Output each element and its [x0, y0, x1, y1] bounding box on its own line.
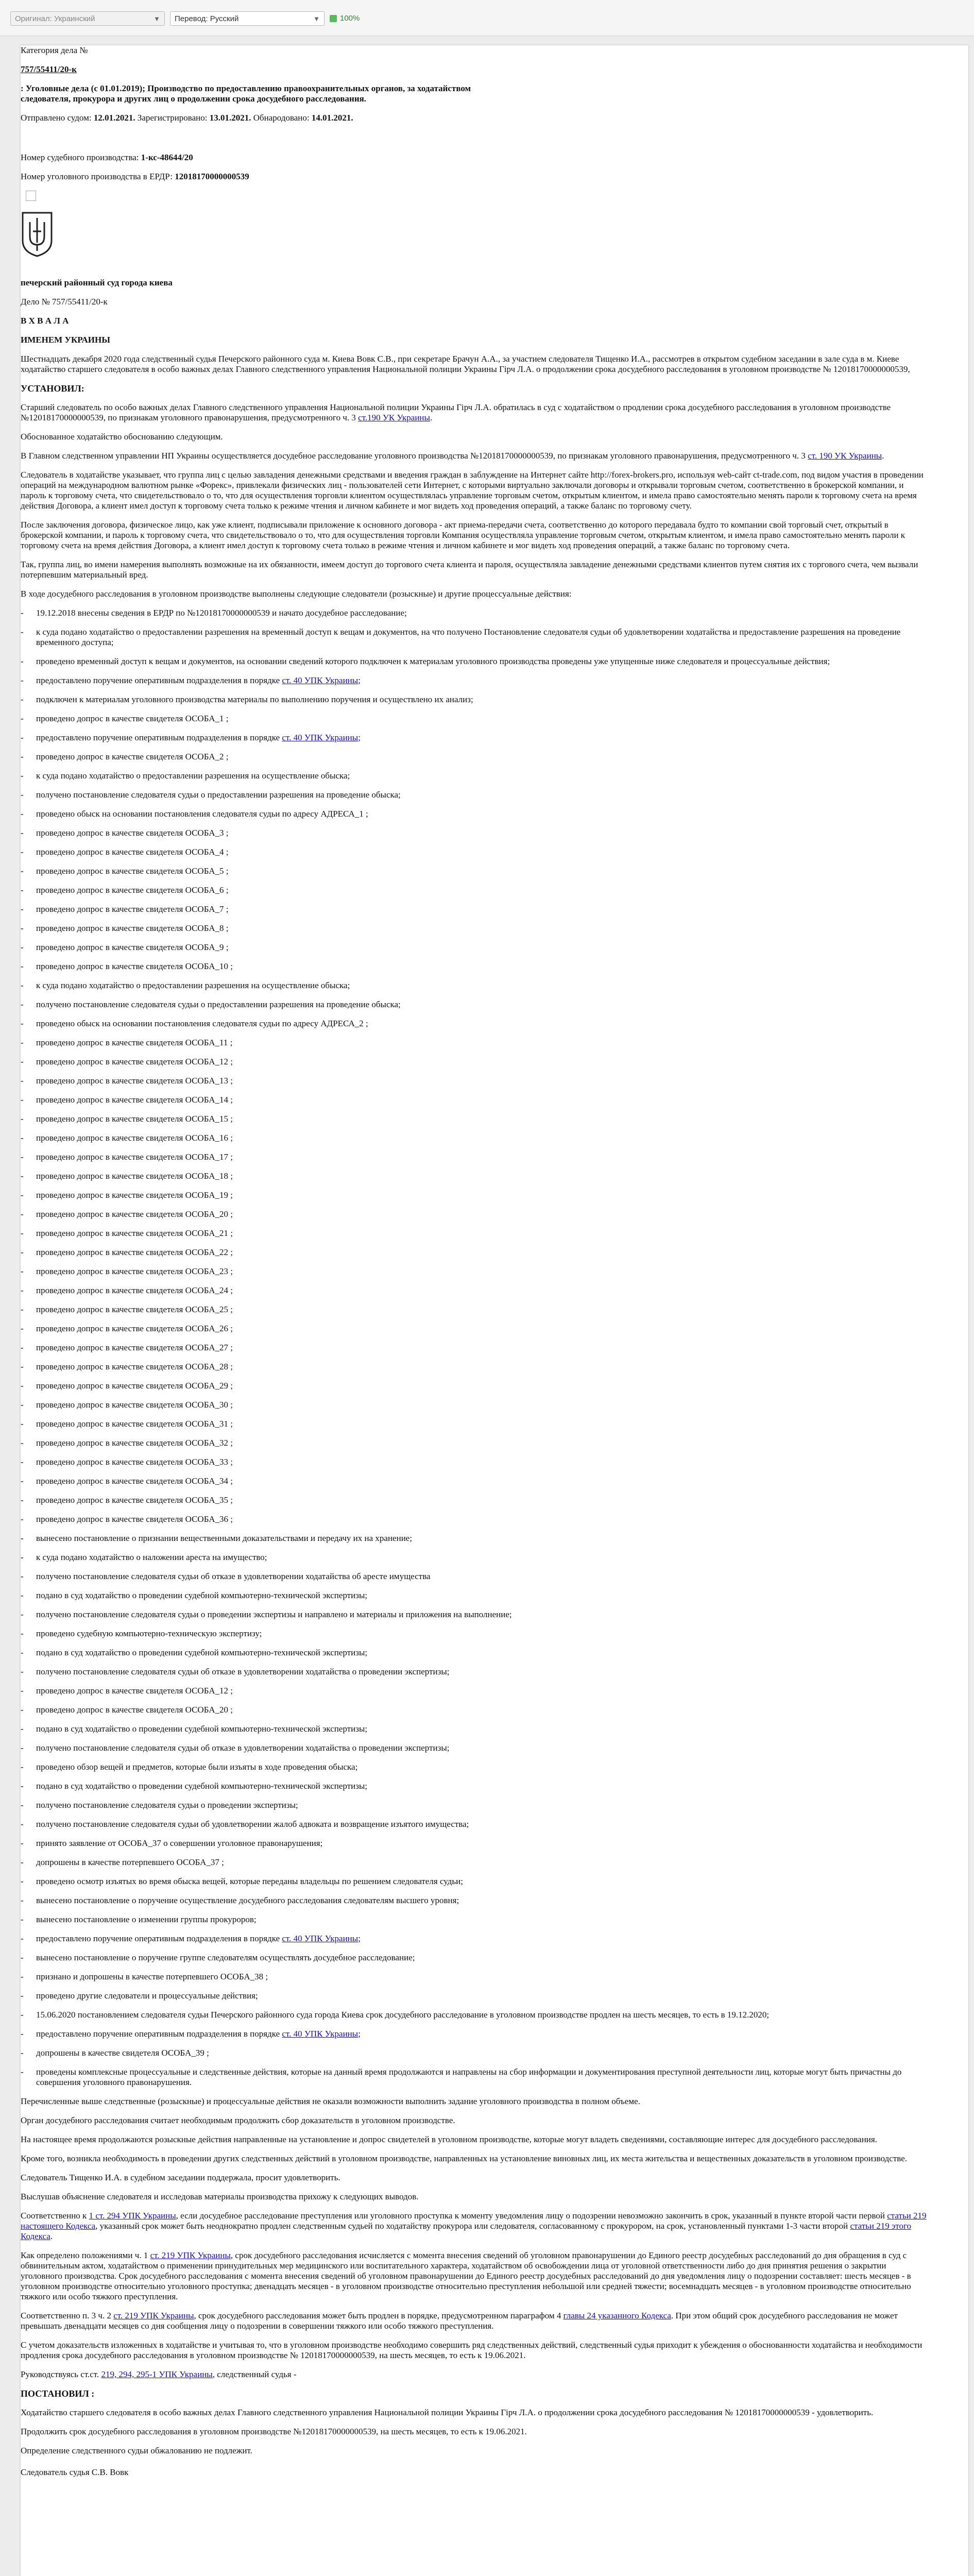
summary-paragraph-d: Кроме того, возникла необходимость в проведении других следственных действий в уголовном производстве, направленных на установление виновных лиц, их места жительства и вещественных доказательств в уголовном производстве. [21, 2154, 908, 2163]
list-item-text: проведено допрос в качестве свидетеля ОСОБА_13 ; [36, 1076, 233, 1086]
list-bullet: - [21, 1209, 24, 1219]
list-item-text: получено постановление следователя судьи об удовлетворении жалоб адвоката и возвращение изъятого имущества; [36, 1819, 469, 1829]
list-item [21, 942, 927, 953]
list-item [21, 1095, 927, 1105]
progress-value: 100% [340, 14, 360, 23]
list-item [21, 790, 927, 800]
list-bullet: - [21, 980, 24, 990]
list-item [21, 866, 927, 876]
list-item [21, 2010, 927, 2020]
list-item-text: проведено допрос в качестве свидетеля ОСОБА_20 ; [36, 1705, 233, 1715]
list-bullet: - [21, 1590, 24, 1600]
list-item [21, 627, 927, 648]
list-item-text: проведено обыск на основании постановления следователя судьи по адресу АДРЕСА_2 ; [36, 1019, 368, 1028]
list-bullet: - [21, 809, 24, 819]
list-item [21, 2067, 927, 2088]
list-item [21, 1457, 927, 1467]
list-item [21, 1228, 927, 1239]
list-item [21, 1648, 927, 1658]
list-bullet: - [21, 866, 24, 876]
list-bullet: - [21, 1972, 24, 1981]
list-item [21, 1590, 927, 1601]
list-item-text: проведено допрос в качестве свидетеля ОСОБА_22 ; [36, 1247, 233, 1257]
list-item [21, 1057, 927, 1067]
list-item [21, 1934, 927, 1944]
list-item [21, 1285, 927, 1296]
list-bullet: - [21, 1038, 24, 1047]
summary-paragraph-b: Орган досудебного расследования считает необходимым продолжить сбор доказательств в уголовном производстве. [21, 2115, 455, 2125]
guided-by-paragraph: Руководствуясь ст.ст. 219, 294, 295-1 УПК Украины, следственный судья - [21, 2369, 297, 2379]
list-bullet: - [21, 1114, 24, 1124]
list-bullet: - [21, 608, 24, 618]
list-item [21, 1762, 927, 1772]
summary-paragraph-c: На настоящее время продолжаются розыскные действия направленные на установление и допрос свидетелей в уголовном производстве, которые могут владеть сведениями, составляющие интерес для досудебного расследования. [21, 2134, 877, 2144]
list-item-text: проведено допрос в качестве свидетеля ОСОБА_14 ; [36, 1095, 233, 1105]
list-bullet: - [21, 2067, 24, 2077]
article-link[interactable]: ст. 40 УПК Украины [282, 2029, 358, 2039]
list-item [21, 1381, 927, 1391]
list-item [21, 1953, 927, 1963]
list-item-text: 15.06.2020 постановлением следователя судьи Печерского районного суда города Киева срок досудебного расследование в уголовном производстве продлен на шесть месяцев, то есть в 19.12.2020; [36, 2010, 770, 2020]
coat-of-arms-icon [21, 211, 54, 257]
list-item [21, 1552, 927, 1563]
list-item-text: проведены комплексные процессуальные и следственные действия, которые на данный время продолжаются и направлены на сбор информации и документирования преступной деятельности лиц, которые могут быть причастны до совершения уголовного правонарушения. [36, 2067, 902, 2087]
list-item-text: подано в суд ходатайство о проведении судебной компьютерно-технической экспертизы; [36, 1724, 368, 1734]
ruling-title: В Х В А Л А [21, 316, 69, 326]
court-name: печерский районный суд города киева [21, 278, 173, 287]
list-item [21, 1152, 927, 1162]
list-item-text: вынесено постановление о признании вещественными доказательствами и передачу их на хранение; [36, 1533, 413, 1543]
list-item-text: проведено допрос в качестве свидетеля ОСОБА_3 ; [36, 828, 229, 838]
list-item-text: предоставлено поручение оперативным подразделения в порядке [36, 2029, 280, 2039]
list-item [21, 1800, 927, 1810]
list-bullet: - [21, 733, 24, 742]
list-bullet: - [21, 1667, 24, 1676]
list-item [21, 828, 927, 838]
list-item [21, 675, 927, 686]
list-bullet: - [21, 1495, 24, 1505]
list-item [21, 733, 927, 743]
list-bullet: - [21, 627, 24, 637]
list-item [21, 1629, 927, 1639]
list-item-text: проведено судебную компьютерно-техническую экспертизу; [36, 1629, 262, 1638]
list-item-text: получено постановление следователя судьи о проведении экспертизы и направлено и материалы и приложения на выполнение; [36, 1609, 512, 1619]
list-item-text: подано в суд ходатайство о проведении судебной компьютерно-технической экспертизы; [36, 1781, 368, 1791]
article-link[interactable]: ст. 219 УПК Украины [150, 2250, 231, 2260]
list-bullet: - [21, 847, 24, 857]
list-bullet: - [21, 1057, 24, 1066]
list-item-text: проведено допрос в качестве свидетеля ОСОБА_5 ; [36, 866, 229, 876]
list-bullet: - [21, 1533, 24, 1543]
list-bullet: - [21, 1285, 24, 1295]
broken-image-icon [26, 191, 36, 201]
list-bullet: - [21, 923, 24, 933]
list-item-text: проведено допрос в качестве свидетеля ОСОБА_9 ; [36, 942, 229, 952]
list-item-text: проведено допрос в качестве свидетеля ОСОБА_21 ; [36, 1228, 233, 1238]
list-item [21, 1171, 927, 1181]
article-link[interactable]: ст. 190 УК Украины [808, 451, 882, 461]
case-dates: Отправлено судом: 12.01.2021. Зарегистрировано: 13.01.2021. Обнародовано: 14.01.2021. [21, 113, 353, 123]
list-item-text: проведено допрос в качестве свидетеля ОСОБА_20 ; [36, 1209, 233, 1219]
list-bullet: - [21, 904, 24, 914]
list-item-text: получено постановление следователя судьи о предоставлении разрешения на проведение обыска; [36, 999, 401, 1009]
article-link[interactable]: статьи 219 этого Кодекса [21, 2221, 912, 2241]
list-item [21, 714, 927, 724]
document-body [21, 45, 927, 2486]
list-bullet: - [21, 1629, 24, 1638]
source-language-select[interactable] [10, 11, 165, 26]
list-bullet: - [21, 752, 24, 761]
list-bullet: - [21, 961, 24, 971]
list-bullet: - [21, 1762, 24, 1772]
list-item-text: проведено допрос в качестве свидетеля ОСОБА_12 ; [36, 1057, 233, 1066]
list-item [21, 771, 927, 781]
list-item-end: ; [358, 1934, 361, 1943]
list-item-text: проведено допрос в качестве свидетеля ОСОБА_23 ; [36, 1266, 233, 1276]
established-heading: УСТАНОВИЛ: [21, 383, 84, 394]
list-bullet: - [21, 1362, 24, 1371]
list-item [21, 1019, 927, 1029]
list-item-end: ; [358, 675, 361, 685]
list-item-text: проведено допрос в качестве свидетеля ОСОБА_30 ; [36, 1400, 233, 1410]
list-item-text: допрошены в качестве потерпевшего ОСОБА_37 ; [36, 1857, 224, 1867]
list-item [21, 1743, 927, 1753]
list-item [21, 1876, 927, 1887]
source-language-label: Оригинал: Украинский [15, 14, 95, 23]
list-item [21, 1495, 927, 1505]
case-category-title: : Уголовные дела (с 01.01.2019); Производство по предоставлению правоохранительных органов, за ходатайством следователя, прокурора и других лиц о продолжении срока досудебного расследования. [21, 83, 471, 104]
list-item-text: подано в суд ходатайство о проведении судебной компьютерно-технической экспертизы; [36, 1648, 368, 1657]
list-item [21, 1133, 927, 1143]
list-item-text: проведено допрос в качестве свидетеля ОСОБА_36 ; [36, 1514, 233, 1524]
list-item [21, 1247, 927, 1258]
list-bullet: - [21, 885, 24, 895]
list-item-text: проведено допрос в качестве свидетеля ОСОБА_27 ; [36, 1343, 233, 1352]
article-link[interactable]: ст. 40 УПК Украины [282, 733, 358, 742]
decision-paragraph-1: Ходатайство старшего следователя в особо важных делах Главного следственного управления Национальной полиции Украины Гірч Л.А. о продолжении срока досудебного расследования № 12018170000000539 - удовлетворить. [21, 2408, 874, 2417]
summary-paragraph-e: Следователь Тищенко И.А. в судебном заседании поддержала, просит удовлетворить. [21, 2173, 340, 2182]
list-item [21, 1667, 927, 1677]
article-link[interactable]: 219, 294, 295-1 УПК Украины [101, 2369, 213, 2379]
list-item-text: получено постановление следователя судьи о проведении экспертизы; [36, 1800, 298, 1810]
list-bullet: - [21, 1991, 24, 2001]
list-item [21, 1819, 927, 1829]
list-item-text: предоставлено поручение оперативным подразделения в порядке [36, 733, 280, 742]
list-item [21, 1991, 927, 2001]
list-item-text: вынесено постановление о поручение осуществление досудебного расследования следователям высшего уровня; [36, 1895, 459, 1905]
list-item-text: проведено обзор вещей и предметов, которые были изъяты в ходе проведения обыска; [36, 1762, 358, 1772]
list-item [21, 1857, 927, 1868]
list-item-text: проведено допрос в качестве свидетеля ОСОБА_17 ; [36, 1152, 233, 1162]
list-bullet: - [21, 2010, 24, 2020]
list-item [21, 980, 927, 991]
list-item [21, 1838, 927, 1849]
list-bullet: - [21, 1743, 24, 1753]
list-item-text: проведено допрос в качестве свидетеля ОСОБА_32 ; [36, 1438, 233, 1448]
article-link[interactable]: 1 ст. 294 УПК Украины [89, 2211, 176, 2221]
article-link[interactable]: статьи 219 настоящего Кодекса [21, 2211, 927, 2231]
contract-paragraph: После заключения договора, физическое лицо, как уже клиент, подписывали приложение к основного договора - акт приема-передачи счета, соответственно до которого передавала будто то компании свой торговый счет, открытый в брокерской компании, и пароль к торговому счета, что свидетельствовало о то, что для осуществления торговли Компания осуществляла управление торговым счетом, открытым клиентом, и имела право самостоятельно менять пароли к торговому счета на время действия Договора, а клиент имел доступ к торговому счета только в режиме чтения и личном кабинете и мог видеть ход проведения операций, а также баланс по торговому счета. [21, 520, 905, 550]
list-item [21, 694, 927, 705]
list-bullet: - [21, 1514, 24, 1524]
list-bullet: - [21, 1934, 24, 1943]
list-item [21, 1209, 927, 1219]
list-bullet: - [21, 1857, 24, 1867]
list-item-text: проведено допрос в качестве свидетеля ОСОБА_31 ; [36, 1419, 233, 1429]
list-bullet: - [21, 1914, 24, 1924]
list-item [21, 1705, 927, 1715]
list-item [21, 1400, 927, 1410]
list-item-text: проведено допрос в качестве свидетеля ОСОБА_6 ; [36, 885, 229, 895]
list-bullet: - [21, 1400, 24, 1410]
list-bullet: - [21, 999, 24, 1009]
list-item [21, 1476, 927, 1486]
list-bullet: - [21, 1343, 24, 1352]
article-link[interactable]: ст.190 УК Украины [358, 413, 430, 422]
list-bullet: - [21, 2029, 24, 2039]
case-number: 757/55411/20-к [21, 64, 77, 74]
list-bullet: - [21, 1133, 24, 1143]
list-item [21, 1724, 927, 1734]
list-item-text: проведено допрос в качестве свидетеля ОСОБА_26 ; [36, 1324, 233, 1333]
list-bullet: - [21, 1895, 24, 1905]
list-item-text: допрошены в качестве свидетеля ОСОБА_39 ; [36, 2048, 209, 2058]
list-item-text: проведено допрос в качестве свидетеля ОСОБА_34 ; [36, 1476, 233, 1486]
article-link[interactable]: ст. 40 УПК Украины [282, 1934, 358, 1943]
list-bullet: - [21, 1019, 24, 1028]
summary-paragraph-f: Выслушав объяснение следователя и исследовав материалы производства прихожу к следующих выводов. [21, 2192, 419, 2201]
list-bullet: - [21, 828, 24, 838]
list-item-text: к суда подано ходатайство о предоставлении разрешения на временный доступ к вещам и документов, на что получено Постановление следователя судьи об удовлетворении ходатайства и предоставление разрешения на проведение временного доступа; [36, 627, 901, 647]
list-bullet: - [21, 1076, 24, 1086]
list-item [21, 1609, 927, 1620]
list-item [21, 608, 927, 618]
chevron-down-icon: ▼ [153, 15, 160, 23]
in-name-of-ukraine: ИМЕНЕМ УКРАИНЫ [21, 335, 110, 345]
list-item-text: проведено допрос в качестве свидетеля ОСОБА_1 ; [36, 714, 229, 723]
list-item [21, 961, 927, 972]
list-item-text: проведено допрос в качестве свидетеля ОСОБА_33 ; [36, 1457, 233, 1467]
list-item-text: проведено допрос в качестве свидетеля ОСОБА_8 ; [36, 923, 229, 933]
list-item-text: проведено допрос в качестве свидетеля ОСОБА_18 ; [36, 1171, 233, 1181]
article-link[interactable]: ст. 219 УПК Украины [113, 2311, 194, 2320]
progress-indicator-icon [330, 15, 337, 22]
list-bullet: - [21, 1476, 24, 1486]
list-item-text: к суда подано ходатайство о наложении ареста на имущество; [36, 1552, 267, 1562]
list-item-text: подключен к материалам уголовного производства материалы по выполнению поручения и осуществлено их анализ; [36, 694, 473, 704]
conclusion-paragraph: С учетом доказательств изложенных в ходатайстве и учитывая то, что в уголовном производстве необходимо совершить ряд следственных действий, следственный судья приходит к убеждения о обоснованности ходатайства и необходимости продления срока досудебного расследования в уголовном производстве № 12018170000000539, на шесть месяцев, то есть к 19.06.2021. [21, 2340, 922, 2360]
decision-heading: ПОСТАНОВИЛ : [21, 2388, 95, 2399]
list-item [21, 1324, 927, 1334]
list-bullet: - [21, 675, 24, 685]
list-bullet: - [21, 1724, 24, 1734]
list-bullet: - [21, 1686, 24, 1696]
list-item-text: получено постановление следователя судьи об отказе в удовлетворении ходатайства о проведении экспертизы; [36, 1667, 450, 1676]
court-case-line: Дело № 757/55411/20-к [21, 297, 108, 307]
justification-paragraph: Обоснованное ходатайство обоснованию следующим. [21, 432, 223, 442]
list-item [21, 1686, 927, 1696]
list-item [21, 2048, 927, 2058]
list-item [21, 1343, 927, 1353]
court-proceeding-number: Номер судебного производства: 1-кс-48644/20 [21, 152, 193, 162]
list-bullet: - [21, 1648, 24, 1657]
list-item [21, 1781, 927, 1791]
list-item-text: проведено другие следователи и процессуальные действия; [36, 1991, 258, 2001]
list-item-text: проведено допрос в качестве свидетеля ОСОБА_16 ; [36, 1133, 233, 1143]
list-bullet: - [21, 1781, 24, 1791]
list-bullet: - [21, 790, 24, 800]
list-bullet: - [21, 1438, 24, 1448]
actions-intro-paragraph: В ходе досудебного расследования в уголовном производстве выполнены следующие следователи (розыскные) и другие процессуальные действия: [21, 589, 572, 599]
list-item-text: проведено допрос в качестве свидетеля ОСОБА_24 ; [36, 1285, 233, 1295]
list-item-text: вынесено постановление о изменении группы прокуроров; [36, 1914, 257, 1924]
list-item-end: ; [358, 2029, 361, 2039]
list-item [21, 1914, 927, 1925]
list-bullet: - [21, 942, 24, 952]
facts-paragraph: Следователь в ходатайстве указывает, что группа лиц с целью завладения денежными средствами и введения граждан в заблуждение на Интернет сайте http://forex-brokers.pro, используя web-сайт ct-trade.com, под видом участия в проведении операций на международном валютном рынке «Форекс», привлекали физических лиц - пользователей сети Интернет, с которыми виртуально заключали договоры и открывали торговым счетом, соответственно в брокерской компании, и пароль к торговому счета, что свидетельствовало о то, что для осуществления торговли клиентом осуществлялась управление торговым счетом, открытым клиентом, и имела право самостоятельно менять пароли к торговому счета на время действия Договора, а клиент имел доступ к торговому счета только к режиме чтения и личном кабинете и мог видеть ход проведения операций, а также баланс по торговому счету. [21, 470, 924, 511]
list-item-text: получено постановление следователя судьи об отказе в удовлетворении ходатайства об аресте имущества [36, 1571, 431, 1581]
list-item-text: проведено допрос в качестве свидетеля ОСОБА_19 ; [36, 1190, 233, 1200]
list-item [21, 1895, 927, 1906]
list-item [21, 1038, 927, 1048]
list-bullet: - [21, 1171, 24, 1181]
list-item-text: проведено допрос в качестве свидетеля ОСОБА_10 ; [36, 961, 233, 971]
list-item-text: предоставлено поручение оперативным подразделения в порядке [36, 1934, 280, 1943]
list-item-text: проведено допрос в качестве свидетеля ОСОБА_25 ; [36, 1304, 233, 1314]
list-bullet: - [21, 1419, 24, 1429]
list-bullet: - [21, 694, 24, 704]
list-bullet: - [21, 1571, 24, 1581]
list-bullet: - [21, 2048, 24, 2058]
list-item-text: проведено допрос в качестве свидетеля ОСОБА_12 ; [36, 1686, 233, 1696]
list-item [21, 2029, 927, 2039]
list-item-text: проведено допрос в качестве свидетеля ОСОБА_11 ; [36, 1038, 233, 1047]
list-item-text: проведено обыск на основании постановления следователя судьи по адресу АДРЕСА_1 ; [36, 809, 368, 819]
erdr-number: Номер уголовного производства в ЕРДР: 12018170000000539 [21, 172, 249, 181]
list-item [21, 752, 927, 762]
list-bullet: - [21, 714, 24, 723]
target-language-label: Перевод: Русский [175, 14, 239, 23]
list-item-text: признано и допрошены в качестве потерпевшего ОСОБА_38 ; [36, 1972, 268, 1981]
list-bullet: - [21, 1552, 24, 1562]
list-item [21, 923, 927, 934]
list-bullet: - [21, 1324, 24, 1333]
petition-paragraph: Старший следователь по особо важных делах Главного следственного управления Национальной полиции Украины Гірч Л.А. обратилась в суд с ходатайством о продлении срока досудебного расследования в уголовном производстве №12018170000000539, по признакам уголовного правонарушения, предусмотренного ч. 3 ст.190 УК Украины. [21, 402, 891, 422]
list-item-text: проведено допрос в качестве свидетеля ОСОБА_4 ; [36, 847, 229, 857]
list-item-text: к суда подано ходатайство о предоставлении разрешения на осуществление обыска; [36, 980, 350, 990]
case-category-label: Категория дела № [21, 45, 88, 55]
list-item-text: проведено допрос в качестве свидетеля ОСОБА_2 ; [36, 752, 229, 761]
translation-toolbar [0, 0, 974, 36]
list-bullet: - [21, 1266, 24, 1276]
decision-paragraph-2: Продолжить срок досудебного расследования в уголовном производстве №12018170000000539, на шесть месяцев, то есть к 19.06.2021. [21, 2427, 527, 2436]
list-bullet: - [21, 656, 24, 666]
article-link[interactable]: главы 24 указанного Кодекса [563, 2311, 671, 2320]
list-item-text: к суда подано ходатайство о предоставлении разрешения на осуществление обыска; [36, 771, 350, 781]
list-item-text: предоставлено поручение оперативным подразделения в порядке [36, 675, 280, 685]
list-item [21, 1438, 927, 1448]
list-item [21, 1533, 927, 1544]
list-item [21, 1419, 927, 1429]
list-item [21, 1190, 927, 1200]
list-item-text: проведено допрос в качестве свидетеля ОСОБА_7 ; [36, 904, 229, 914]
list-item [21, 1514, 927, 1524]
judge-signature: Следователь судья С.В. Вовк [21, 2467, 129, 2477]
list-item-text: проведено допрос в качестве свидетеля ОСОБА_15 ; [36, 1114, 233, 1124]
list-item-text: проведено допрос в качестве свидетеля ОСОБА_35 ; [36, 1495, 233, 1505]
list-bullet: - [21, 1095, 24, 1105]
list-bullet: - [21, 1705, 24, 1715]
law-paragraph-i: Соответственно п. 3 ч. 2 ст. 219 УПК Украины, срок досудебного расследования может быть продлен в порядке, предусмотренном параграфом 4 главы 24 указанного Кодекса. При этом общий срок досудебного расследования не может превышать двенадцати месяцев со дня сообщения лицу о подозрении в совершении тяжкого или особо тяжкого преступления. [21, 2311, 898, 2331]
list-item [21, 885, 927, 895]
list-bullet: - [21, 771, 24, 781]
list-item [21, 1972, 927, 1982]
list-item [21, 656, 927, 667]
list-bullet: - [21, 1457, 24, 1467]
list-item-text: проведено временный доступ к вещам и документов, на основании сведений которого подключен к материалам уголовного производства проведены уже упущенные ниже следователя и процессуальные действия; [36, 656, 830, 666]
list-bullet: - [21, 1819, 24, 1829]
list-item-text: получено постановление следователя судьи об отказе в удовлетворении ходатайства о проведении экспертизы; [36, 1743, 450, 1753]
list-item-text: 19.12.2018 внесены сведения в ЕРДР по №12018170000000539 и начато досудебное расследование; [36, 608, 407, 618]
article-link[interactable]: ст. 40 УПК Украины [282, 675, 358, 685]
list-item [21, 1266, 927, 1277]
chevron-down-icon: ▼ [313, 15, 320, 23]
law-paragraph-g: Соответственно к 1 ст. 294 УПК Украины, если досудебное расследование преступления или уголовного проступка к моменту уведомления лицу о подозрении невозможно закончить в срок, указанный в пункте второй части первой статьи 219 настоящего Кодекса, указанный срок может быть неоднократно продлен следственным судьей по ходатайству прокурора или следователя, согласованному с прокурором, на срок, установленный пунктами 1-3 части второй статьи 219 этого Кодекса. [21, 2211, 927, 2241]
law-paragraph-h: Как определено положениями ч. 1 ст. 219 УПК Украины, срок досудебного расследования исчисляется с момента внесения сведений об уголовном правонарушении до Единого реестр досудебных расследований до дня обращения в суд с обвинительным актом, ходатайством о применении принудительных мер медицинского или воспитательного характера, ходатайством об освобождении лица от уголовной ответственности либо до дня принятия решения о закрытии уголовного производства. Срок досудебного расследования с момента внесения сведений об уголовном правонарушении до Единого реестр досудебных расследований до дня уведомления лицу о подозрении составляет: шесть месяцев - в уголовном производстве относительно уголовного проступка; двенадцать месяцев - в уголовном производстве относительно преступления небольшой или средней тяжести; восемнадцать месяцев - в уголовном производстве относительно тяжкого или особо тяжкого преступления. [21, 2250, 911, 2301]
actions-list [21, 608, 927, 2088]
list-bullet: - [21, 1609, 24, 1619]
summary-paragraph-a: Перечисленные выше следственные (розыскные) и процессуальные действия не оказали возможности выполнить задание уголовного производства в полном объеме. [21, 2096, 640, 2106]
list-item [21, 1571, 927, 1582]
list-item-text: проведено допрос в качестве свидетеля ОСОБА_28 ; [36, 1362, 233, 1371]
list-item-text: вынесено постановление о поручение группе следователям осуществлять досудебное расследование; [36, 1953, 415, 1962]
list-item [21, 904, 927, 914]
translation-progress [330, 11, 360, 26]
list-bullet: - [21, 1190, 24, 1200]
list-bullet: - [21, 1800, 24, 1810]
list-item [21, 1304, 927, 1315]
list-item-text: принято заявление от ОСОБА_37 о совершении уголовное правонарушения; [36, 1838, 323, 1848]
list-item [21, 1076, 927, 1086]
list-bullet: - [21, 1247, 24, 1257]
list-bullet: - [21, 1304, 24, 1314]
list-bullet: - [21, 1228, 24, 1238]
list-item [21, 1114, 927, 1124]
list-item [21, 847, 927, 857]
list-item-text: проведено допрос в качестве свидетеля ОСОБА_29 ; [36, 1381, 233, 1391]
list-item [21, 809, 927, 819]
list-item-text: подано в суд ходатайство о проведении судебной компьютерно-технической экспертизы; [36, 1590, 368, 1600]
list-bullet: - [21, 1876, 24, 1886]
list-bullet: - [21, 1838, 24, 1848]
intro-paragraph: Шестнадцать декабря 2020 года следственный судья Печерского районного суда м. Киева Вовк С.В., при секретаре Брачун А.А., за участием следователя Тищенко И.А., рассмотрев в открытом судебном заседании в зале суда в м. Киеве ходатайство старшего следователя в особо важных делах Главного следственного управления Национальной полиции Украины Гірч Л.А. о продолжении срока досудебного расследования в уголовном производстве № 12018170000000539, [21, 354, 910, 374]
list-bullet: - [21, 1381, 24, 1391]
target-language-select[interactable] [170, 11, 324, 26]
investigation-paragraph: В Главном следственном управлении НП Украины осуществляется досудебное расследование уголовного производства №12018170000000539, по признакам уголовного правонарушения, предусмотренного ч. 3 ст. 190 УК Украины. [21, 451, 884, 461]
list-item-text: проведено осмотр изъятых во время обыска вещей, которые переданы владельцы по решением следователя судьи; [36, 1876, 463, 1886]
list-bullet: - [21, 1953, 24, 1962]
list-bullet: - [21, 1152, 24, 1162]
group-paragraph: Так, группа лиц, во имени намерения выполнять возможные на их обязанности, имеем доступ до торгового счета клиента и пароля, осуществляла завладение денежными средствами клиентов путем снятия их с торгового счета, чем вызвали потерпевшим материальный вред. [21, 560, 918, 580]
list-item [21, 1362, 927, 1372]
list-item [21, 999, 927, 1010]
list-item-end: ; [358, 733, 361, 742]
decision-paragraph-3: Определение следственного судьи обжалованию не подлежит. [21, 2446, 252, 2455]
list-item-text: получено постановление следователя судьи о предоставлении разрешения на проведение обыска; [36, 790, 401, 800]
